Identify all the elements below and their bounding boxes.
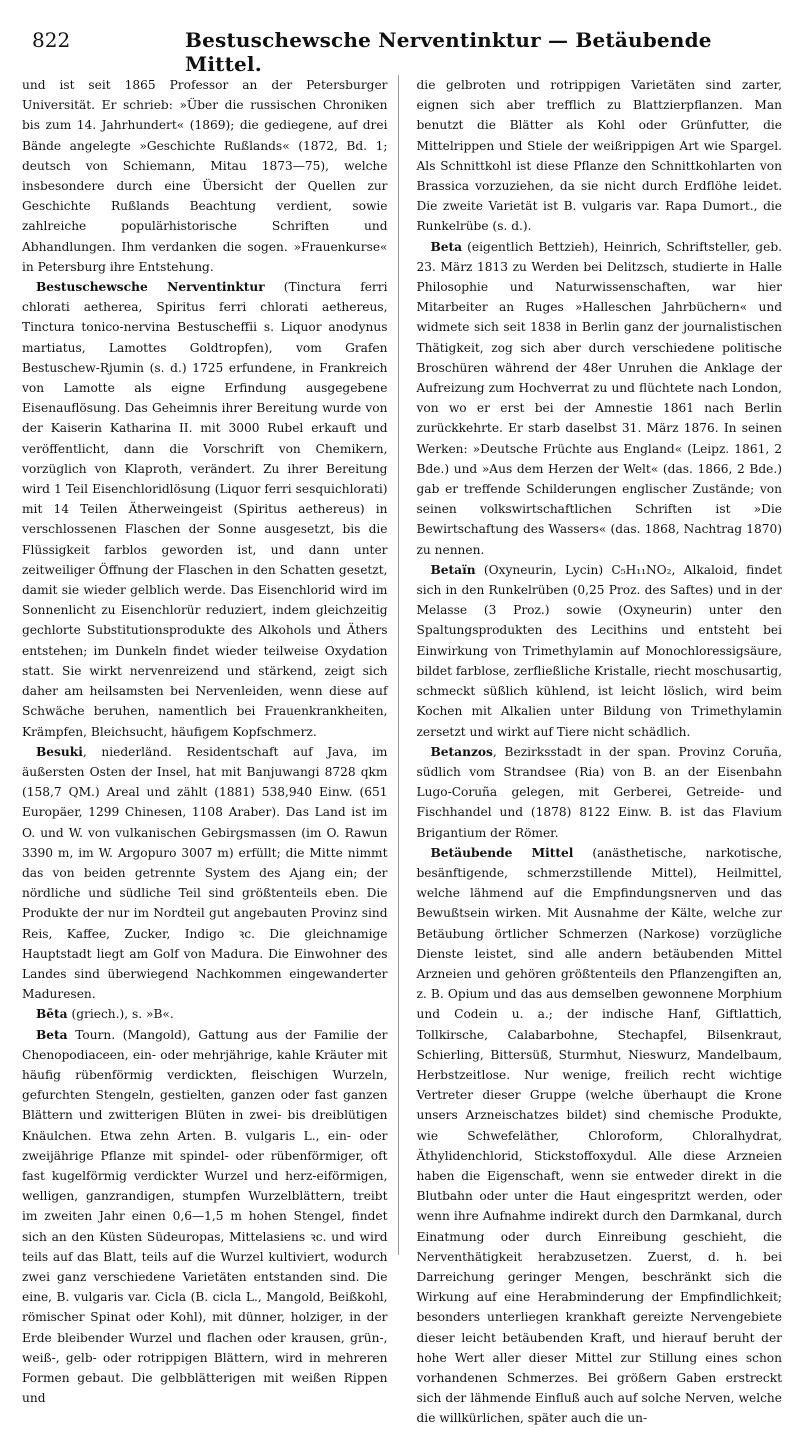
entry-term: Bēta bbox=[36, 1007, 68, 1022]
entry-betanzos bbox=[417, 742, 783, 843]
entry-text: (Tinctura ferri chlorati aetherea, Spiritus ferri chlorati aethereus, Tinctura tonico-nervina Bestuscheffii s. Liquor anodynus martiatus, Lamottes Goldtropfen), vom Grafen Bestuschew-Rjumin (s. d.) 1725 erfundene, in Frankreich von Lamotte als eigne Erfindung ausgegebene Eisenauflösung. Das Geheimnis ihrer Bereitung wurde von der Kaiserin Katharina II. mit 3000 Rubel erkauft und veröffentlicht, dann die Vorschrift von Chemikern, vorzüglich von Klaproth, verändert. Zu ihrer Bereitung wird 1 Teil Eisenchloridlösung (Liquor ferri sesquichlorati) mit 14 Teilen Ätherweingeist (Spiritus aethereus) in verschlossenen Flaschen der Sonne ausgesetzt, bis die Flüssigkeit farblos geworden ist, und dann unter zeitweiliger Öffnung der Flaschen in den Schatten gesetzt, damit sie wieder gelblich werde. Das Eisenchlorid wird im Sonnenlicht zu Eisenchlorür reduziert, indem gleichzeitig gechlorte Substitutionsprodukte des Alkohols und Äthers entstehen; im Dunkeln findet wieder teilweise Oxydation statt. Sie wirkt nervenreizend und stärkend, zeigt sich daher am heilsamsten bei Nervenleiden, wenn diese auf Schwäche beruhen, namentlich bei Frauenkrankheiten, Krämpfen, Bleichsucht, häufigem Kopfschmerz. bbox=[22, 280, 388, 739]
page-header bbox=[10, 20, 790, 76]
left-column bbox=[22, 75, 399, 1406]
entry-text: , Bezirksstadt in der span. Provinz Coruña, südlich vom Strandsee (Ria) von B. an der Eisenbahn Lugo-Coruña gelegen, mit Gerberei, Getreide- und Fischhandel und (1878) 8122 Einw. B. ist das Flavium Brigantium der Römer. bbox=[416, 744, 782, 840]
entry-term: Beta bbox=[430, 239, 463, 254]
entry-text: (eigentlich Bettzieh), Heinrich, Schriftsteller, geb. 23. März 1813 zu Werden bei Delitzsch, studierte in Halle Philosophie und Naturwissenschaften, war hier Mitarbeiter an Ruges »Halleschen Jahrbüchern« und widmete sich seit 1838 in Berlin ganz der journalistischen Thätigkeit, zog sich aber durch verschiedene politische Broschüren während der 48er Unruhen die Anklage der Aufreizung zum Hochverrat zu und flüchtete nach London, von wo er erst bei der Amnestie 1861 nach Berlin zurückkehrte. Er starb daselbst 31. März 1876. In seinen Werken: »Deutsche Früchte aus England« (Leipz. 1861, 2 Bde.) und »Aus dem Herzen der Welt« (das. 1866, 2 Bde.) gab er treffende Schilderungen englischer Zustände; von seinen volkswirtschaftlichen Schriften ist »Die Bewirtschaftung des Wassers« (das. 1868, Nachtrag 1870) zu nennen. bbox=[416, 239, 782, 557]
entry-term: Betanzos bbox=[430, 744, 493, 759]
entry-term: Besuki bbox=[36, 744, 83, 759]
entry-beta-tourn bbox=[22, 1025, 388, 1409]
text-columns bbox=[22, 75, 783, 1426]
entry-continuation bbox=[22, 75, 388, 277]
entry-term: Bestuschewsche Nerventinktur bbox=[36, 280, 265, 295]
entry-bestuschewsche-nerventinktur bbox=[22, 277, 388, 742]
entry-text: (Oxyneurin, Lycin) C₅H₁₁NO₂, Alkaloid, findet sich in den Runkelrüben (0,25 Proz. des Saftes) und in der Melasse (3 Proz.) sowie (Oxyneurin) unter den Spaltungsprodukten des Lecithins und entsteht bei Einwirkung von Trimethylamin auf Monochloressigsäure, bildet farblose, zerfließliche Kristalle, riecht moschusartig, schmeckt süßlich kühlend, ist leicht löslich, wird beim Kochen mit Alkalien unter Bildung von Trimethylamin zersetzt und wirkt auf Tiere nicht schädlich. bbox=[416, 562, 783, 739]
running-title: Bestuschewsche Nerventinktur — Betäubende Mittel. bbox=[185, 28, 712, 76]
entry-text: Tourn. (Mangold), Gattung aus der Familie der Chenopodiaceen, ein- oder mehrjährige, kahle Kräuter mit häufig rübenförmig verdickten, fleischigen Wurzeln, gefurchten Stengeln, gestielten, ganzen oder fast ganzen Blättern und zwitterigen Blüten in zwei- bis dreiblütigen Knäulchen. Etwa zehn Arten. B. vulgaris L., ein- oder zweijährige Pflanze mit spindel- oder rübenförmiger, oft fast kugelförmig verdickter Wurzel und herz-eiförmigen, welligen, ganzrandigen, stumpfen Wurzelblättern, treibt im zweiten Jahr einen 0,6—1,5 m hohen Stengel, findet sich an den Küsten Südeuropas, Mittelasiens ꝛc. und wird teils auf das Blatt, teils auf die Wurzel kultiviert, wodurch zwei ganz verschiedene Varietäten entstanden sind. Die eine, B. vulgaris var. Cicla (B. cicla L., Mangold, Beißkohl, römischer Spinat oder Kohl), mit dünner, holziger, in der Erde bleibender Wurzel und flachen oder krausen, grün-, weiß-, gelb- oder rotrippigen Blättern, wird in mehreren Formen gebaut. Die gelbblätterigen mit weißen Rippen und bbox=[22, 1027, 388, 1406]
entry-text: und ist seit 1865 Professor an der Petersburger Universität. Er schrieb: »Über die russischen Chroniken bis zum 14. Jahrhundert« (1869); die gediegene, auf drei Bände angelegte »Geschichte Rußlands« (1872, Bd. 1; deutsch von Schiemann, Mitau 1873—75), welche insbesondere durch eine Übersicht der Quellen zur Geschichte Rußlands Beachtung verdient, sowie zahlreiche populärhistorische Schriften und Abhandlungen. Ihm verdanken die sogen. »Frauenkurse« in Petersburg ihre Entstehung. bbox=[22, 78, 388, 274]
page-number: 822 bbox=[32, 28, 71, 52]
entry-besuki bbox=[22, 742, 388, 1005]
entry-beta-griech bbox=[22, 1004, 388, 1024]
entry-text: , niederländ. Residentschaft auf Java, im äußersten Osten der Insel, hat mit Banjuwangi 8728 qkm (158,7 QM.) Areal und zählt (1881) 538,940 Einw. (651 Europäer, 1299 Chinesen, 1108 Araber). Das Land ist im O. und W. von vulkanischen Gebirgsmassen (im O. Rawun 3390 m, im W. Argopuro 3007 m) erfüllt; die Mitte nimmt das von beiden getrennte System des Ajang ein; der nördliche und südliche Teil sind größtenteils eben. Die Produkte der nur im Nordteil gut angebauten Provinz sind Reis, Kaffee, Zucker, Indigo ꝛc. Die gleichnamige Hauptstadt liegt am Golf von Madura. Die Einwohner des Landes sind überwiegend Nachkommen eingewanderter Maduresen. bbox=[22, 744, 388, 1002]
right-column bbox=[415, 75, 783, 1426]
entry-term: Beta bbox=[36, 1027, 68, 1042]
entry-term: Betaïn bbox=[430, 562, 476, 577]
entry-text: die gelbroten und rotrippigen Varietäten sind zarter, eignen sich aber trefflich zu Blattzierpflanzen. Man benutzt die Blätter als Kohl oder Grünfutter, die Mittelrippen und Stiele der weißrippigen Art wie Spargel. Als Schnittkohl ist diese Pflanze den Schnittkohlarten von Brassica vorzuziehen, da sie nicht durch Erdflöhe leidet. Die zweite Varietät ist B. vulgaris var. Rapa Dumort., die Runkelrübe (s. d.). bbox=[416, 78, 782, 234]
entry-text: (anästhetische, narkotische, besänftigende, schmerzstillende Mittel), Heilmittel, welche lähmend auf die Empfindungsnerven und das Bewußtsein wirken. Mit Ausnahme der Kälte, welche zur Betäubung örtlicher Schmerzen (Narkose) vorzügliche Dienste leistet, sind alle andern betäubenden Mittel Arzneien und gehören größtenteils den Pflanzengiften an, z. B. Opium und das aus demselben gewonnene Morphium und Codein u. a.; der indische Hanf, Giftlattich, Tollkirsche, Calabarbohne, Stechapfel, Bilsenkraut, Schierling, Bittersüß, Sturmhut, Nieswurz, Mandelbaum, Herbstzeitlose. Nur wenige, freilich recht wichtige Vertreter dieser Gruppe (welche überhaupt die Krone unsers Arzneischatzes bildet) sind chemische Produkte, wie Schwefeläther, Chloroform, Chloralhydrat, Äthylidenchlorid, Stickstoffoxydul. Alle diese Arzneien haben die Eigenschaft, wenn sie entweder direkt in die Blutbahn oder unter die Haut eingespritzt werden, oder wenn ihre Aufnahme indirekt durch den Darmkanal, durch Einatmung oder durch Einreibung geschieht, die Nerventhätigkeit herabzusetzen. Zuerst, d. h. bei Darreichung geringer Mengen, beschränkt sich die Wirkung auf eine Herabminderung der Empfindlichkeit; besonders unterliegen krankhaft gereizte Nervengebiete dieser leicht betäubenden Kraft, und hierauf beruht der hohe Wert aller dieser Mittel zur Stillung eines schon vorhandenen Schmerzes. Bei größern Gaben erstreckt sich der lähmende Einfluß auch auf solche Nerven, welche die willkürlichen, später auch die un- bbox=[416, 845, 782, 1426]
entry-beta-heinrich bbox=[417, 237, 783, 560]
entry-term: Betäubende Mittel bbox=[430, 845, 574, 860]
entry-text: (griech.), s. »B«. bbox=[67, 1007, 174, 1022]
entry-betain bbox=[417, 560, 783, 742]
entry-continuation bbox=[417, 75, 783, 237]
entry-betaeubende-mittel bbox=[417, 843, 783, 1429]
